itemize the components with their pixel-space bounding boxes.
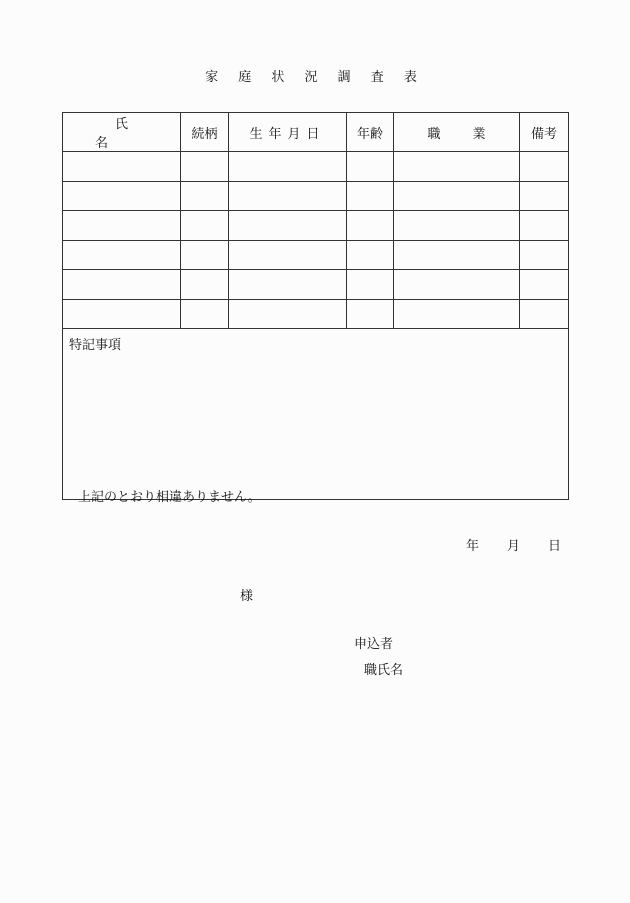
addressee-suffix: 様 [240, 589, 254, 604]
cell-birth-date[interactable] [229, 181, 347, 211]
cell-age[interactable] [347, 152, 394, 182]
cell-name[interactable] [63, 152, 181, 182]
date-line [466, 535, 561, 554]
cell-age[interactable] [347, 270, 394, 300]
month-label: 月 [507, 539, 521, 554]
year-label: 年 [466, 539, 480, 554]
header-name: 氏名 [63, 113, 181, 152]
position-name-label: 職氏名 [364, 663, 404, 678]
cell-relationship[interactable] [181, 299, 229, 329]
cell-remarks[interactable] [520, 181, 569, 211]
cell-occupation[interactable] [394, 270, 520, 300]
cell-relationship[interactable] [181, 181, 229, 211]
cell-relationship[interactable] [181, 270, 229, 300]
family-status-table [62, 112, 569, 500]
header-birth-date: 生年月日 [229, 113, 347, 152]
cell-relationship[interactable] [181, 211, 229, 241]
cell-remarks[interactable] [520, 299, 569, 329]
cell-age[interactable] [347, 181, 394, 211]
cell-birth-date[interactable] [229, 270, 347, 300]
declaration-statement: 上記のとおり相違ありません。 [78, 490, 261, 505]
cell-name[interactable] [63, 181, 181, 211]
header-remarks: 備考 [520, 113, 569, 152]
cell-name[interactable] [63, 211, 181, 241]
special-notes-label: 特記事項 [69, 338, 122, 353]
cell-birth-date[interactable] [229, 299, 347, 329]
cell-occupation[interactable] [394, 181, 520, 211]
header-age: 年齢 [347, 113, 394, 152]
cell-relationship[interactable] [181, 152, 229, 182]
cell-remarks[interactable] [520, 270, 569, 300]
cell-age[interactable] [347, 211, 394, 241]
table-row [63, 270, 569, 300]
cell-occupation[interactable] [394, 240, 520, 270]
table-row [63, 152, 569, 182]
cell-name[interactable] [63, 299, 181, 329]
document-title: 家 庭 状 況 調 査 表 [205, 70, 425, 85]
table-row [63, 240, 569, 270]
cell-name[interactable] [63, 240, 181, 270]
cell-occupation[interactable] [394, 299, 520, 329]
table-row [63, 211, 569, 241]
table-row [63, 181, 569, 211]
cell-age[interactable] [347, 240, 394, 270]
cell-occupation[interactable] [394, 211, 520, 241]
special-notes-row [63, 329, 569, 500]
header-relationship: 続柄 [181, 113, 229, 152]
cell-birth-date[interactable] [229, 152, 347, 182]
table-header-row [63, 113, 569, 152]
cell-remarks[interactable] [520, 240, 569, 270]
cell-birth-date[interactable] [229, 211, 347, 241]
cell-relationship[interactable] [181, 240, 229, 270]
cell-name[interactable] [63, 270, 181, 300]
table-row [63, 299, 569, 329]
header-occupation: 職業 [394, 113, 520, 152]
cell-occupation[interactable] [394, 152, 520, 182]
cell-birth-date[interactable] [229, 240, 347, 270]
special-notes-field[interactable] [63, 329, 569, 500]
applicant-label: 申込者 [354, 637, 394, 652]
cell-age[interactable] [347, 299, 394, 329]
cell-remarks[interactable] [520, 152, 569, 182]
cell-remarks[interactable] [520, 211, 569, 241]
day-label: 日 [548, 539, 562, 554]
